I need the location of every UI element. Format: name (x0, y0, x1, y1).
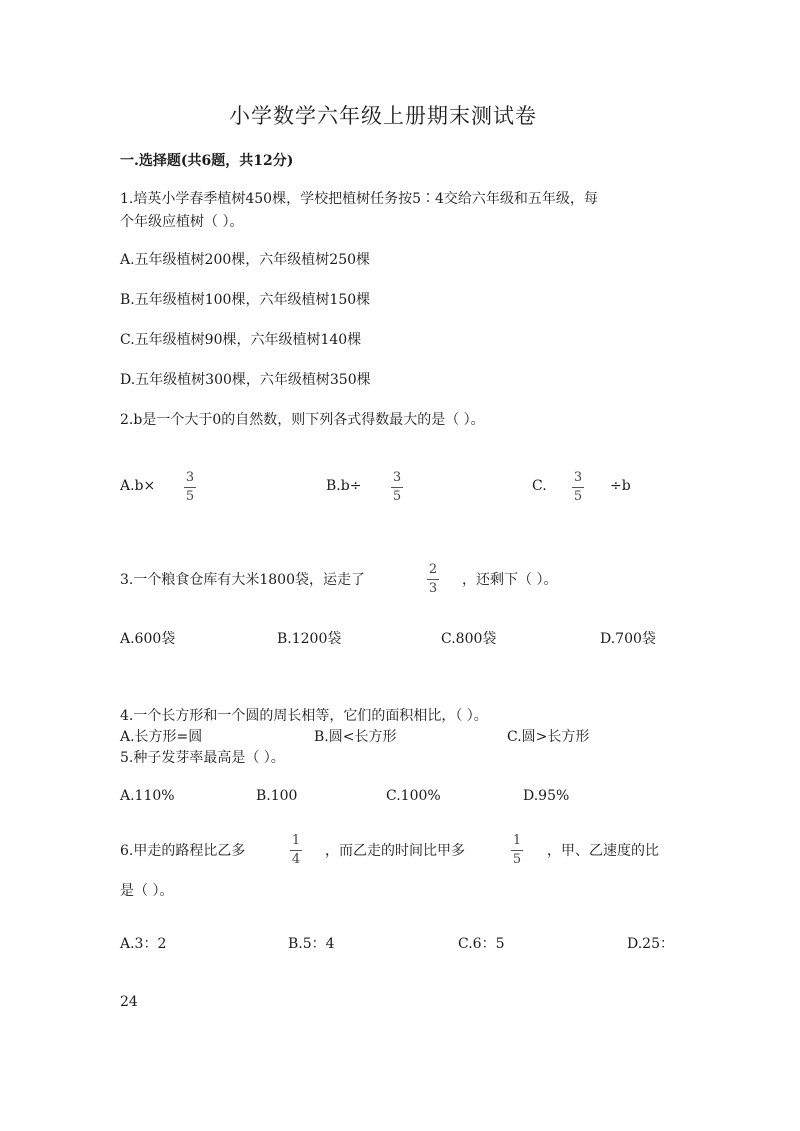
q6-fraction-2 (511, 833, 523, 868)
q2-option-b-fraction (391, 470, 403, 505)
page-title: 小学数学六年级上册期末测试卷 (229, 104, 537, 128)
fraction-bar (572, 487, 584, 488)
q6-stem-part3: ，甲、乙速度的比 (547, 843, 659, 859)
q2-option-b-prefix: B.b÷ (326, 478, 362, 494)
q6-option-b: B.5：4 (288, 936, 335, 952)
fraction-numerator: 1 (291, 833, 301, 848)
q6-option-d: D.25： (627, 936, 674, 952)
fraction-bar (427, 579, 439, 580)
q3-option-d: D.700袋 (600, 631, 656, 647)
q6-option-d-overflow: 24 (120, 994, 138, 1010)
q6-option-a: A.3：2 (120, 936, 167, 952)
q5-option-d: D.95% (523, 788, 570, 804)
q6-stem-line2: 是（ ）。 (120, 883, 174, 899)
q5-stem: 5.种子发芽率最高是（ ）。 (120, 750, 285, 766)
q1-stem-line1: 1.培英小学春季植树450棵，学校把植树任务按5∶4交给六年级和五年级，每 (120, 191, 598, 207)
fraction-numerator: 1 (512, 833, 522, 848)
section-heading: 一.选择题(共6题，共12分) (120, 153, 294, 169)
fraction-bar (184, 487, 196, 488)
q1-option-d: D.五年级植树300棵，六年级植树350棵 (120, 372, 371, 388)
q3-stem-part1: 3.一个粮食仓库有大米1800袋，运走了 (120, 572, 365, 588)
q6-stem-part2: ，而乙走的时间比甲多 (325, 843, 465, 859)
q6-option-c: C.6：5 (458, 936, 505, 952)
q6-fraction-1 (290, 833, 302, 868)
q2-option-c-fraction (572, 470, 584, 505)
q2-stem: 2.b是一个大于0的自然数，则下列各式得数最大的是（ ）。 (120, 412, 485, 428)
q4-option-a: A.长方形=圆 (120, 729, 203, 745)
fraction-denominator: 5 (185, 489, 195, 504)
q3-option-a: A.600袋 (120, 631, 176, 647)
q1-option-b: B.五年级植树100棵，六年级植树150棵 (120, 292, 371, 308)
q3-stem-part2: ，还剩下（ ）。 (462, 572, 558, 588)
q3-option-c: C.800袋 (441, 631, 497, 647)
fraction-bar (290, 850, 302, 851)
fraction-bar (511, 850, 523, 851)
q5-option-c: C.100% (386, 788, 441, 804)
fraction-numerator: 3 (185, 470, 195, 485)
fraction-bar (391, 487, 403, 488)
fraction-denominator: 5 (512, 852, 522, 867)
q1-option-a: A.五年级植树200棵，六年级植树250棵 (120, 252, 371, 268)
q3-option-b: B.1200袋 (277, 631, 342, 647)
q1-option-c: C.五年级植树90棵，六年级植树140棵 (120, 332, 362, 348)
fraction-denominator: 5 (573, 489, 583, 504)
q3-fraction (427, 562, 439, 597)
q2-option-a-prefix: A.b× (120, 478, 156, 494)
fraction-denominator: 5 (392, 489, 402, 504)
q4-option-b: B.圆<长方形 (314, 729, 397, 745)
q4-stem: 4.一个长方形和一个圆的周长相等，它们的面积相比，（ ）。 (120, 708, 488, 724)
q5-option-b: B.100 (256, 788, 298, 804)
fraction-numerator: 3 (573, 470, 583, 485)
fraction-numerator: 2 (428, 562, 438, 577)
q4-option-c: C.圆>长方形 (507, 729, 590, 745)
q2-option-c-suffix: ÷b (610, 478, 631, 494)
fraction-numerator: 3 (392, 470, 402, 485)
fraction-denominator: 4 (291, 852, 301, 867)
q6-stem-part1: 6.甲走的路程比乙多 (120, 843, 246, 859)
fraction-denominator: 3 (428, 581, 438, 596)
q2-option-a-fraction (184, 470, 196, 505)
q5-option-a: A.110% (120, 788, 175, 804)
q2-option-c-prefix: C. (532, 478, 547, 494)
q1-stem-line2: 个年级应植树（ ）。 (120, 214, 244, 230)
